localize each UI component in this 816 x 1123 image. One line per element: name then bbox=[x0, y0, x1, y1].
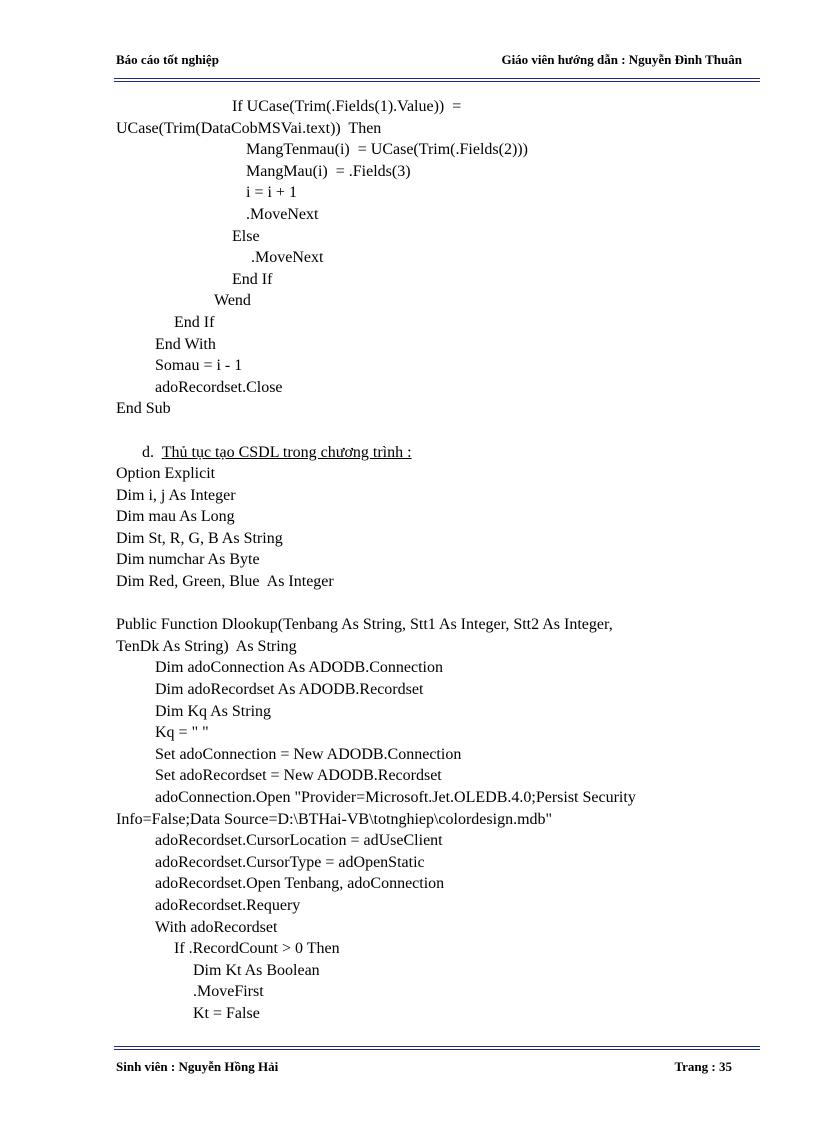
code-line: Dim St, R, G, B As String bbox=[116, 529, 283, 547]
code-line: Dim numchar As Byte bbox=[116, 551, 260, 569]
code-line: End If bbox=[174, 313, 215, 331]
code-line: Dim i, j As Integer bbox=[116, 486, 236, 504]
code-line: Set adoRecordset = New ADODB.Recordset bbox=[155, 767, 442, 785]
code-line: Else bbox=[232, 227, 260, 245]
code-line: Info=False;Data Source=D:\BTHai-VB\totnghiep\colordesign.mdb" bbox=[116, 810, 553, 828]
code-body bbox=[116, 96, 756, 1025]
blank-line bbox=[116, 420, 756, 442]
code-line: Dim adoRecordset As ADODB.Recordset bbox=[155, 681, 424, 699]
header-supervisor: Giáo viên hướng dẫn : Nguyễn Đình Thuân bbox=[501, 52, 742, 67]
code-line: TenDk As String) As String bbox=[116, 637, 297, 655]
code-line: End If bbox=[232, 270, 273, 288]
code-line: End With bbox=[155, 335, 216, 353]
code-line: With adoRecordset bbox=[155, 918, 278, 936]
code-line: Wend bbox=[214, 292, 251, 310]
code-line: Kq = " " bbox=[155, 724, 209, 742]
footer-rule-secondary bbox=[114, 1049, 760, 1050]
code-line: i = i + 1 bbox=[246, 184, 297, 202]
section-title: Thủ tục tạo CSDL trong chương trình : bbox=[161, 443, 412, 461]
code-line: adoRecordset.Requery bbox=[155, 896, 301, 914]
code-line: Dim adoConnection As ADODB.Connection bbox=[155, 659, 443, 677]
code-line: Dim mau As Long bbox=[116, 508, 235, 526]
code-line: MangMau(i) = .Fields(3) bbox=[246, 162, 411, 180]
code-line: .MoveNext bbox=[246, 205, 319, 223]
code-line: Dim Kq As String bbox=[155, 702, 272, 720]
code-line: End Sub bbox=[116, 400, 171, 418]
code-line: Public Function Dlookup(Tenbang As String, Stt1 As Integer, Stt2 As Integer, bbox=[116, 616, 613, 634]
header-rule-secondary bbox=[114, 81, 760, 82]
code-line: Dim Red, Green, Blue As Integer bbox=[116, 573, 334, 591]
code-line: Option Explicit bbox=[116, 465, 216, 483]
code-line: .MoveNext bbox=[251, 249, 324, 267]
code-line: Set adoConnection = New ADODB.Connection bbox=[155, 745, 462, 763]
blank-line bbox=[116, 593, 756, 615]
footer-page-number: Trang : 35 bbox=[674, 1059, 732, 1074]
code-line: UCase(Trim(DataCobMSVai.text)) Then bbox=[116, 119, 382, 137]
code-line: adoRecordset.CursorType = adOpenStatic bbox=[155, 853, 425, 871]
code-line: adoRecordset.Open Tenbang, adoConnection bbox=[155, 875, 445, 893]
header-rule bbox=[114, 78, 760, 79]
code-line: If UCase(Trim(.Fields(1).Value)) = bbox=[232, 98, 462, 115]
code-line: Kt = False bbox=[193, 1004, 260, 1022]
header-report-title: Báo cáo tốt nghiệp bbox=[116, 52, 219, 67]
footer-rule bbox=[114, 1046, 760, 1047]
code-line: .MoveFirst bbox=[193, 983, 264, 1001]
code-line: adoRecordset.Close bbox=[155, 378, 283, 396]
code-line: If .RecordCount > 0 Then bbox=[174, 940, 340, 958]
code-line: Somau = i - 1 bbox=[155, 357, 243, 375]
footer-student: Sinh viên : Nguyễn Hồng Hải bbox=[116, 1059, 279, 1074]
section-marker: d. bbox=[142, 443, 154, 461]
code-line: adoConnection.Open "Provider=Microsoft.Jet.OLEDB.4.0;Persist Security bbox=[155, 789, 636, 806]
section-heading bbox=[116, 442, 756, 464]
code-line: MangTenmau(i) = UCase(Trim(.Fields(2))) bbox=[246, 141, 528, 159]
code-line: Dim Kt As Boolean bbox=[193, 961, 320, 979]
code-line: adoRecordset.CursorLocation = adUseClient bbox=[155, 832, 443, 850]
